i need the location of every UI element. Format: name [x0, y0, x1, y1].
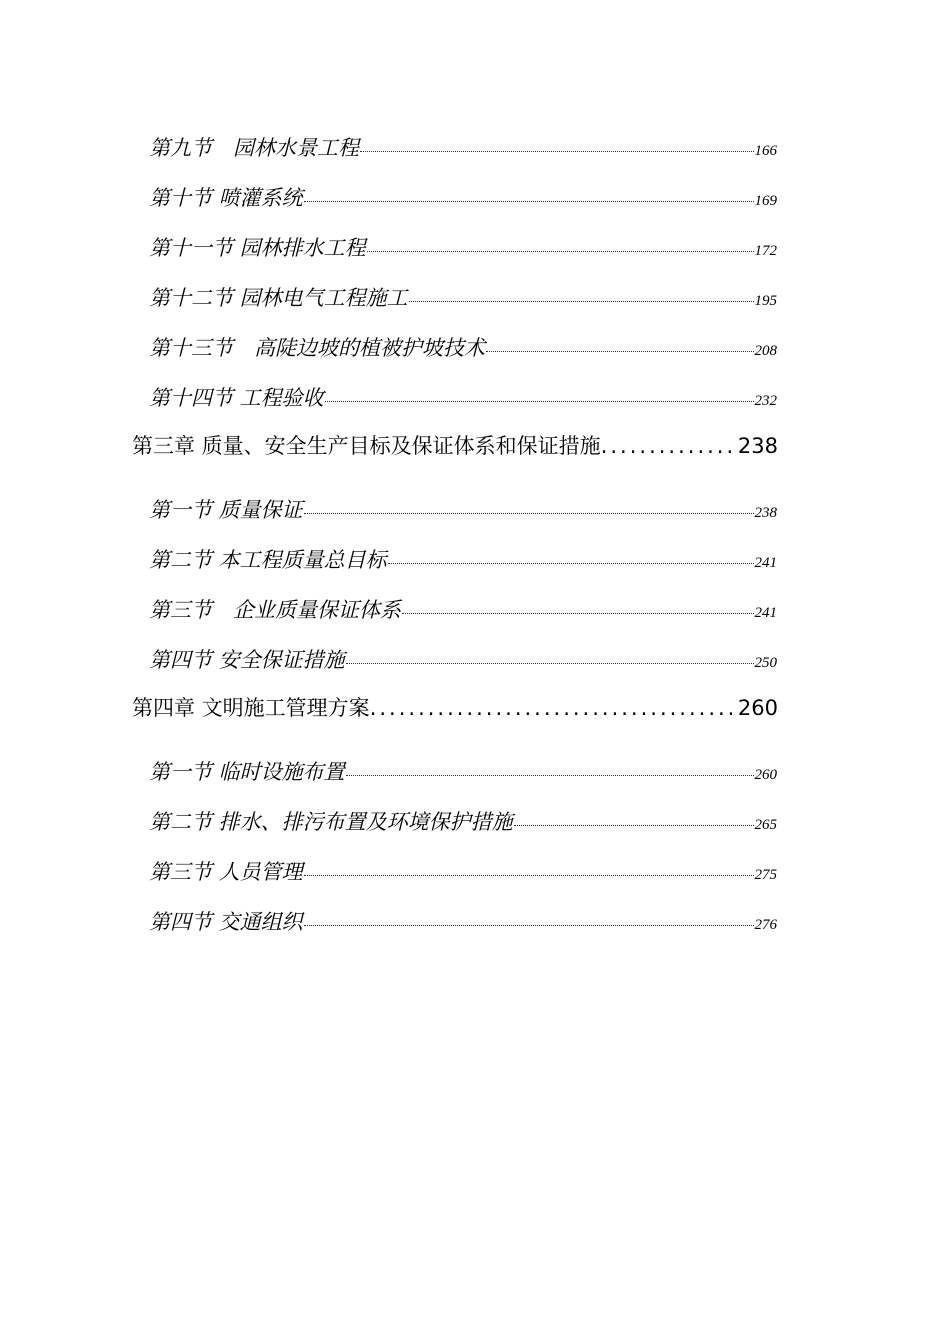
- toc-entry-page: 265: [754, 817, 777, 833]
- toc-leader-dots: [346, 775, 754, 776]
- toc-entry[interactable]: [149, 856, 777, 886]
- toc-entry-title: 第三节 人员管理: [149, 860, 303, 884]
- toc-entry[interactable]: [149, 494, 777, 524]
- toc-leader-dots: [325, 401, 754, 402]
- toc-entry[interactable]: [149, 906, 777, 936]
- toc-entry-title: 第十一节 园林排水工程: [149, 236, 366, 260]
- toc-entry-page: 241: [754, 605, 777, 621]
- toc-entry-page: 238: [754, 505, 777, 521]
- toc-chapter-page: 238: [737, 434, 778, 458]
- toc-entry-title: 第三节 企业质量保证体系: [149, 598, 401, 622]
- toc-entry-page: 241: [754, 555, 777, 571]
- toc-entry-title: 第一节 质量保证: [149, 498, 303, 522]
- toc-leader-dots: [486, 351, 754, 352]
- toc-entry-title: 第二节 排水、排污布置及环境保护措施: [149, 810, 513, 834]
- toc-entry-title: 第二节 本工程质量总目标: [149, 548, 387, 572]
- toc-leader-dots: [370, 696, 738, 720]
- toc-leader-dots: [514, 825, 754, 826]
- toc-entry-title: 第十三节 高陡边坡的植被护坡技术: [149, 336, 485, 360]
- toc-entry[interactable]: [149, 332, 777, 362]
- toc-leader-dots: [346, 663, 754, 664]
- toc-entry[interactable]: [149, 382, 777, 412]
- toc-leader-dots: [367, 251, 754, 252]
- toc-entry[interactable]: [149, 182, 777, 212]
- toc-entry[interactable]: [149, 132, 777, 162]
- toc-entry-page: 250: [754, 655, 777, 671]
- toc-chapter-title: 第四章 文明施工管理方案: [132, 696, 370, 720]
- toc-entry-page: 276: [754, 917, 777, 933]
- toc-entry-page: 275: [754, 867, 777, 883]
- toc-entry-page: 172: [754, 243, 777, 259]
- toc-entry-page: 232: [754, 393, 777, 409]
- toc-leader-dots: [304, 513, 754, 514]
- toc-leader-dots: [304, 201, 754, 202]
- toc-entry[interactable]: [149, 544, 777, 574]
- toc-entry-page: 195: [754, 293, 777, 309]
- toc-leader-dots: [304, 925, 754, 926]
- toc-leader-dots: [388, 563, 754, 564]
- toc-leader-dots: [402, 613, 754, 614]
- toc-entry[interactable]: [149, 644, 777, 674]
- toc-entry[interactable]: [149, 756, 777, 786]
- toc-chapter-title: 第三章 质量、安全生产目标及保证体系和保证措施: [132, 434, 601, 458]
- toc-entry-title: 第十节 喷灌系统: [149, 186, 303, 210]
- toc-leader-dots: [601, 434, 738, 458]
- toc-entry-page: 166: [754, 143, 777, 159]
- toc-leader-dots: [304, 875, 754, 876]
- toc-entry-page: 169: [754, 193, 777, 209]
- toc-leader-dots: [360, 151, 754, 152]
- toc-entry-page: 260: [754, 767, 777, 783]
- toc-chapter-page: 260: [737, 696, 778, 720]
- toc-entry[interactable]: [149, 806, 777, 836]
- toc-chapter-entry[interactable]: [132, 692, 778, 722]
- toc-entry[interactable]: [149, 232, 777, 262]
- toc-entry-title: 第四节 交通组织: [149, 910, 303, 934]
- toc-entry-title: 第十四节 工程验收: [149, 386, 324, 410]
- toc-entry-title: 第十二节 园林电气工程施工: [149, 286, 408, 310]
- toc-entry[interactable]: [149, 282, 777, 312]
- toc-entry-title: 第九节 园林水景工程: [149, 136, 359, 160]
- toc-entry-title: 第一节 临时设施布置: [149, 760, 345, 784]
- toc-entry-title: 第四节 安全保证措施: [149, 648, 345, 672]
- toc-entry[interactable]: [149, 594, 777, 624]
- toc-entry-page: 208: [754, 343, 777, 359]
- toc-chapter-entry[interactable]: [132, 430, 778, 460]
- toc-leader-dots: [409, 301, 754, 302]
